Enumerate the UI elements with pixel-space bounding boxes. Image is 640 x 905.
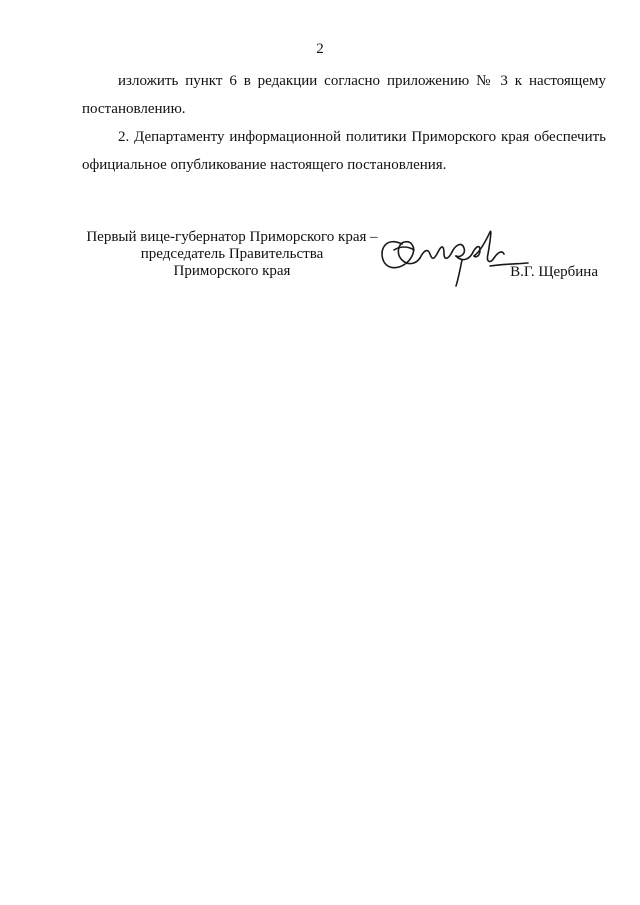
signer-title-line-2: председатель Правительства [140, 246, 324, 262]
signer-title-line-3: Приморского края [173, 263, 291, 279]
page-number: 2 [316, 41, 324, 57]
paragraph-2-line-1: 2. Департаменту информационной политики Приморского края обеспечить [118, 129, 606, 145]
signer-name: В.Г. Щербина [510, 264, 598, 280]
paragraph-1-line-2: постановлению. [82, 101, 186, 117]
paragraph-2-line-2: официальное опубликование настоящего постановления. [82, 157, 447, 173]
signer-title [82, 229, 382, 280]
paragraph-1 [82, 67, 606, 123]
signature-icon [372, 214, 532, 294]
signer-title-line-1: Первый вице-губернатор Приморского края – [86, 229, 378, 245]
paragraph-1-line-1: изложить пункт 6 в редакции согласно приложению № 3 к настоящему [118, 73, 606, 89]
paragraph-2 [82, 123, 606, 179]
